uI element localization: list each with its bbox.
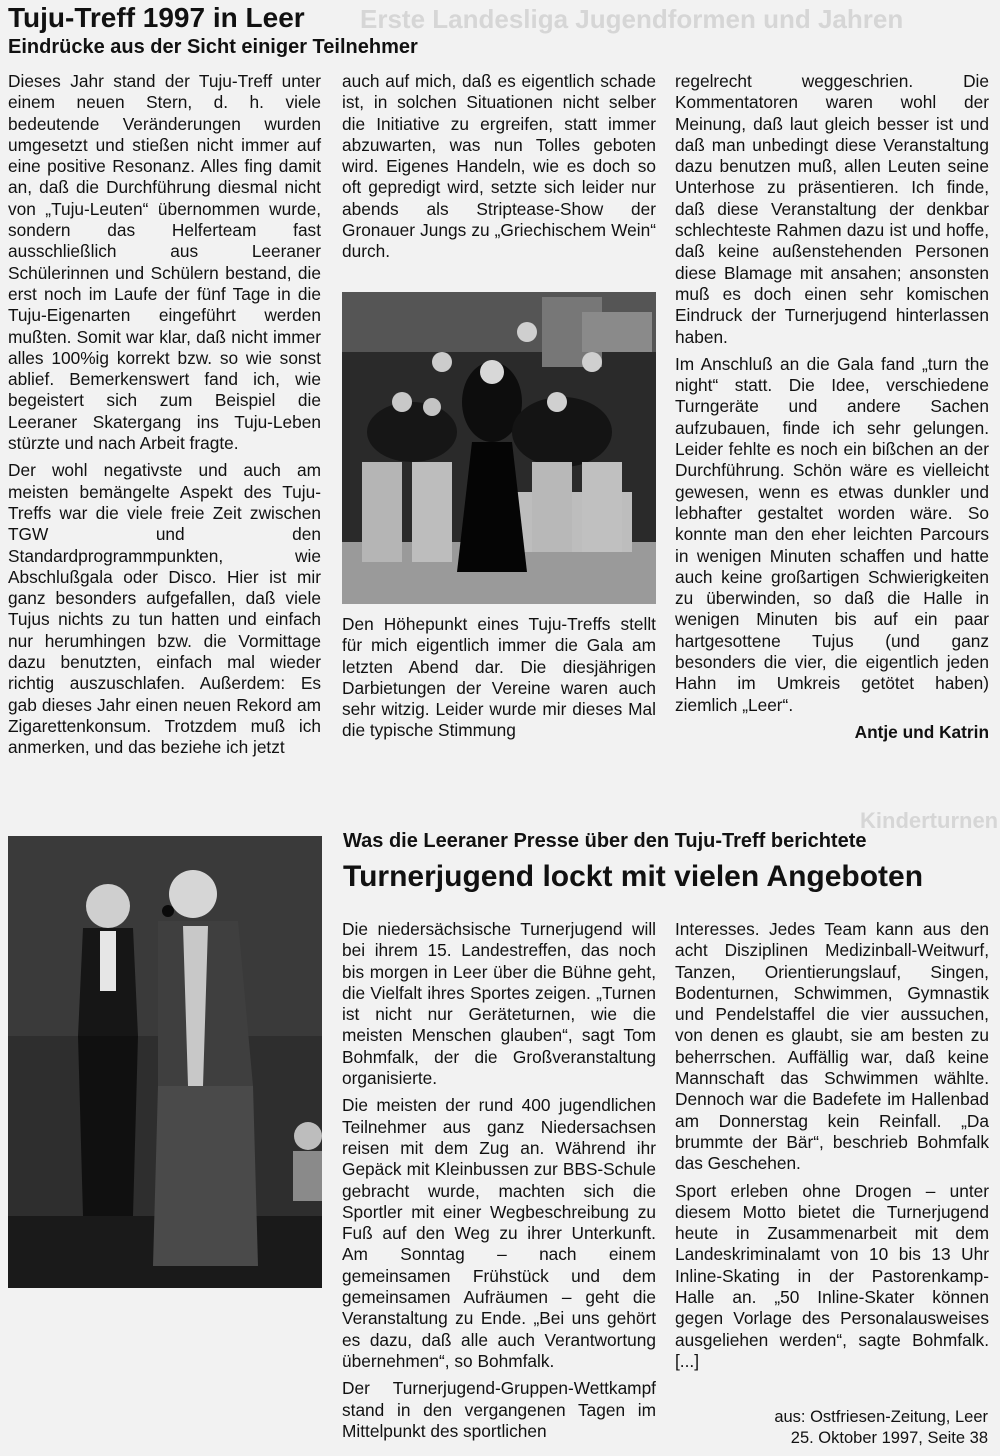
paragraph: Der Turnerjugend-Gruppen-Wettkampf stand in den vergangenen Tagen im Mittelpunkt des sportlichen bbox=[342, 1378, 656, 1441]
paragraph: Den Höhepunkt eines Tuju-Treffs stellt für mich eigentlich immer die Gala am letzten Abend dar. Die diesjährigen Darbietungen der Vereine waren auch sehr witzig. Leider wurde mir dieses Mal die typische Stimmung bbox=[342, 614, 656, 741]
performers-photo bbox=[8, 836, 322, 1288]
paragraph: regelrecht weggeschrien. Die Kommentatoren waren wohl der Meinung, daß laut gleich besser ist und daß man unbedingt diese Veranstaltung dazu benutzen muß, allen Leuten seine Unterhose zu präsentieren. Ich finde, daß diese Veranstaltung der denkbar schlechteste Rahmen dazu ist und hoffe, daß keine außenstehenden Personen diese Blamage mit ansahen; ansonsten muß es doch einen sehr komischen Eindruck der Turnerjugend hinterlassen haben. bbox=[675, 71, 989, 347]
paragraph: Im Anschluß an die Gala fand „turn the night“ statt. Die Idee, verschiedene Turngeräte und andere Sachen aufzubauen, finde ich sehr gelungen. Leider fehlte es noch ein bißchen an der Durchführung. Schön wäre es vielleicht gewesen, wenn es etwas dunkler und lebhafter gestaltet worden wäre. So konnte man den eher leichten Parcours in wenigen Minuten schaffen und hatte auch keine großartigen Schwierigkeiten zu überwinden, so daß die Halle in wenigen Minuten bis auf ein paar hartgesottene Tujus (und ganz besonders die vier, die eigentlich jeden Hahn im Umkreis getötet haben) ziemlich „Leer“. bbox=[675, 353, 989, 715]
paragraph: Die meisten der rund 400 jugendlichen Teilnehmer aus ganz Niedersachsen reisen mit dem Zug an. Während ihr Gepäck mit Kleinbussen zur BBS-Schule gebracht wurde, machten sich die Sportler mit einer Wegbeschreibung zu Fuß auf den Weg zu ihrer Unterkunft. Am Sonntag – nach einem gemeinsamen Frühstück und dem gemeinsamen Aufräumen – geht die Veranstaltung zu Ende. „Bei uns gehört es dazu, daß alle auch Verantwortung übernehmen“, so Bohmfalk. bbox=[342, 1095, 656, 1371]
author-signature: Antje und Katrin bbox=[854, 721, 989, 742]
source-citation bbox=[774, 1407, 988, 1449]
source-line-2: 25. Oktober 1997, Seite 38 bbox=[790, 1429, 988, 1447]
paragraph: auch auf mich, daß es eigentlich schade ist, in solchen Situationen nicht selber die Initiative zu ergreifen, statt immer abzuwarten, was nun Tolles geboten wird. Eigenes Handeln, wie es doch so oft gepredigt wird, setzte sich leider nur abends als Striptease-Show der Gronauer Jungs zu „Griechischem Wein“ durch. bbox=[342, 71, 656, 262]
article2-column-1 bbox=[342, 919, 656, 1456]
paragraph: Dieses Jahr stand der Tuju-Treff unter einem neuen Stern, d. h. viele bedeutende Veränderungen wurden umgesetzt und stießen nicht immer auf eine positive Resonanz. Alles fing damit an, daß die Durchführung diesmal nicht von „Tuju-Leuten“ übernommen wurde, sondern das Helferteam fast ausschließlich aus Leeraner Schülerinnen und Schülern bestand, die erst noch im Laufe der fünf Tage in die Tuju-Eigenarten eingeführt werden mußten. Somit war klar, daß nicht immer alles 100%ig korrekt bzw. so wie sonst ablief. Bemerkenswert fand ich, wie begeistert sich zum Beispiel die Leeraner Skatergang ins Tuju-Leben stürzte und nach Arbeit fragte. bbox=[8, 71, 321, 454]
article-subtitle: Eindrücke aus der Sicht einiger Teilnehmer bbox=[8, 36, 418, 58]
paragraph: Die niedersächsische Turnerjugend will bei ihrem 15. Landestreffen, das noch bis morgen in Leer über die Bühne geht, die Vielfalt ihres Sportes zeigen. „Turnen ist nicht nur Geräteturnen, wie die meisten Menschen glauben“, sagt Tom Bohmfalk, der die Großveranstaltung organisierte. bbox=[342, 919, 656, 1089]
press-headline: Turnerjugend lockt mit vielen Angeboten bbox=[343, 860, 924, 893]
paragraph: Sport erleben ohne Drogen – unter diesem Motto bietet die Turnerjugend heute in Zusammenarbeit mit dem Landeskriminalamt von 10 bis 13 Uhr Inline-Skating in der Pastorenkamp-Halle an. „50 Inline-Skater können gegen Vorlage des Personalausweises ausgeliehen werden“, sagte Bohmfalk. [...] bbox=[675, 1180, 989, 1371]
article-title: Tuju-Treff 1997 in Leer bbox=[8, 2, 305, 33]
show-through-text-top: Erste Landesliga Jugendformen und Jahren bbox=[360, 4, 904, 34]
article1-column-2-top bbox=[342, 71, 656, 263]
show-through-text-mid: Kinderturnen bbox=[860, 808, 999, 833]
paragraph: Interesses. Jedes Team kann aus den acht Disziplinen Medizinball-Weitwurf, Tanzen, Orientierungslauf, Singen, Bodenturnen, Schwimmen, Gymnastik und Pendelstaffel die vier aussuchen, von denen es glaubt, sie am besten zu beherrschen. Auffällig war, daß keine Mannschaft das Schwimmen wählte. Dennoch war die Badefete im Hallenbad am Donnerstag kein Reinfall. „Da brummte der Bär“, beschrieb Bohmfalk das Geschehen. bbox=[675, 919, 989, 1174]
source-line-1: aus: Ostfriesen-Zeitung, Leer bbox=[774, 1408, 988, 1426]
article1-column-1 bbox=[8, 71, 321, 758]
paragraph: Der wohl negativste und auch am meisten bemängelte Aspekt des Tuju-Treffs war die viele freie Zeit zwischen TGW und den Standardprogrammpunkten, wie Abschlußgala oder Disco. Hier ist mir ganz besonders aufgefallen, daß viele Tujus nichts zu tun hatten und einfach nur herumhingen bzw. die Vormittage dazu benutzten, einfach mal wieder richtig auszuschlafen. Außerdem: Es gab dieses Jahr einen neuen Rekord am Zigarettenkonsum. Trotzdem muß ich anmerken, und das beziehe ich jetzt bbox=[8, 460, 321, 758]
press-kicker: Was die Leeraner Presse über den Tuju-Treff berichtete bbox=[343, 830, 867, 852]
article2-column-2 bbox=[675, 919, 989, 1389]
article1-column-2-bottom bbox=[342, 614, 656, 744]
group-photo bbox=[342, 292, 656, 604]
article1-column-3 bbox=[675, 71, 989, 743]
